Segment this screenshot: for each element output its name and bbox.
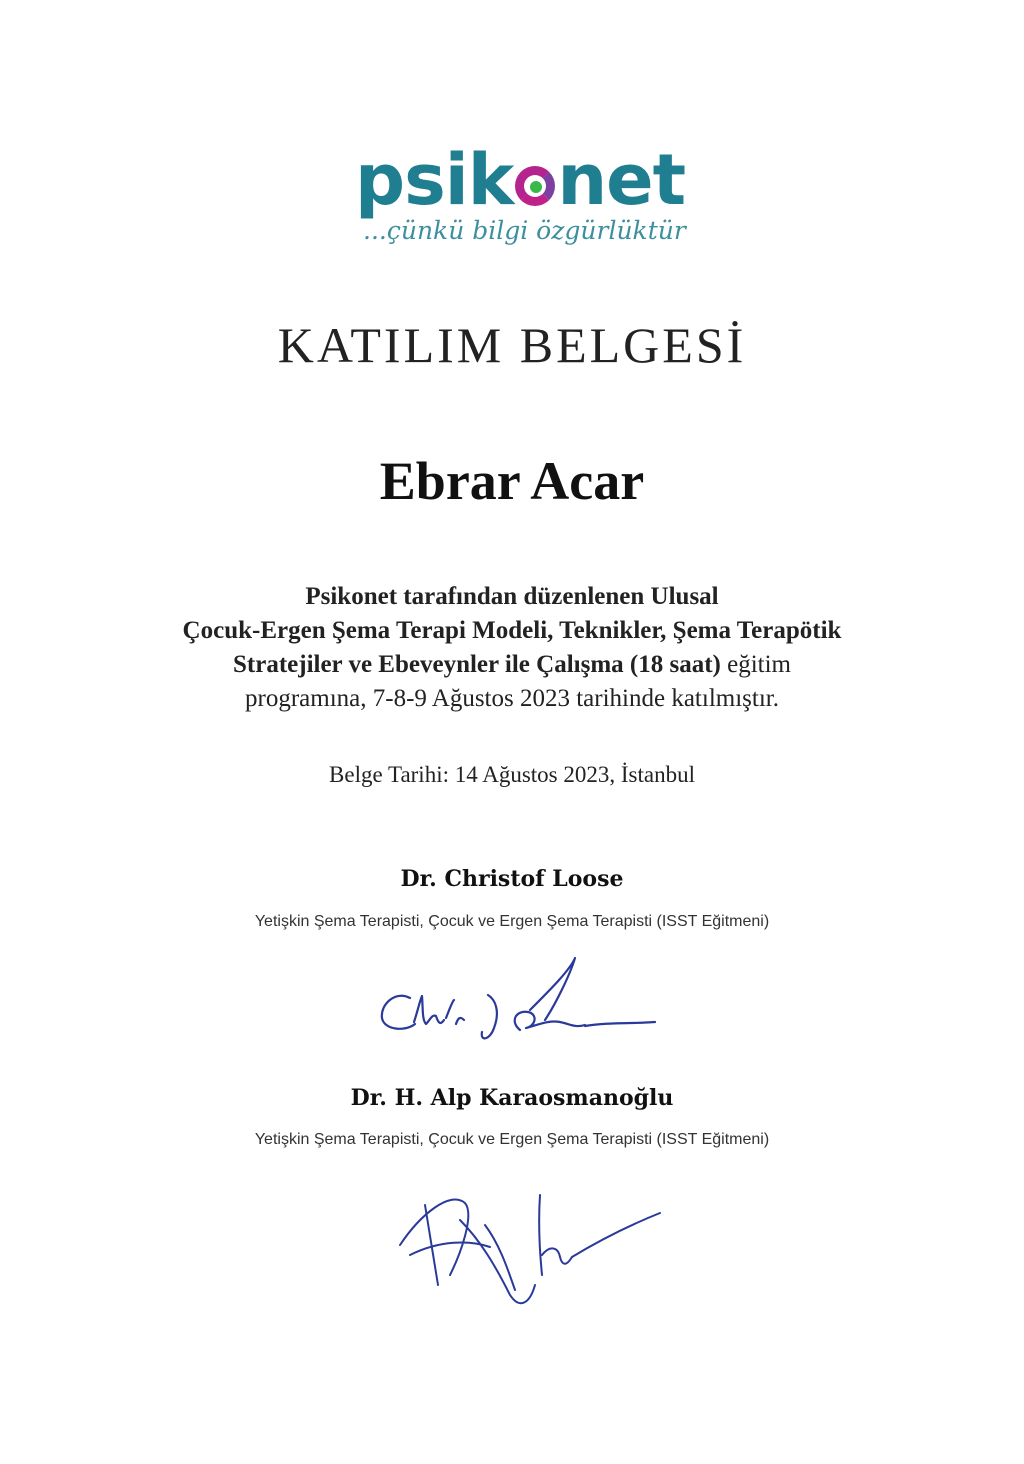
psikonet-logo xyxy=(355,140,685,260)
body-line-2: Çocuk-Ergen Şema Terapi Modeli, Teknikler, Şema Terapötik xyxy=(182,617,842,644)
recipient-name: Ebrar Acar xyxy=(379,451,645,511)
body-line-3-regular: eğitim xyxy=(720,651,791,678)
logo-wordmark-suffix: net xyxy=(557,139,686,221)
signer-2-name: Dr. H. Alp Karaosmanoğlu xyxy=(350,1085,674,1111)
body-line-1: Psikonet tarafından düzenlenen Ulusal xyxy=(305,583,719,610)
signer-2-role: Yetişkin Şema Terapisti, Çocuk ve Ergen Şema Terapisti (ISST Eğitmeni) xyxy=(254,1131,770,1148)
body-line-3 xyxy=(0,648,1024,682)
signer-1-role: Yetişkin Şema Terapisti, Çocuk ve Ergen Şema Terapisti (ISST Eğitmeni) xyxy=(254,913,770,930)
logo-tagline: ...çünkü bilgi özgürlüktür xyxy=(363,216,686,245)
signer-1-name: Dr. Christof Loose xyxy=(400,866,624,892)
signature-2-image xyxy=(390,1185,680,1315)
body-line-4: programına, 7-8-9 Ağustos 2023 tarihinde katılmıştır. xyxy=(245,685,779,712)
logo-wordmark xyxy=(355,140,685,220)
document-date: Belge Tarihi: 14 Ağustos 2023, İstanbul xyxy=(329,762,695,787)
certificate-body xyxy=(0,580,1024,716)
body-line-3-bold: Stratejiler ve Ebeveynler ile Çalışma (18 saat) xyxy=(233,651,721,678)
signature-1-image xyxy=(370,950,670,1050)
logo-wordmark-prefix: psik xyxy=(355,139,514,221)
certificate-title: KATILIM BELGESİ xyxy=(277,317,747,373)
logo-ring-icon xyxy=(515,166,555,206)
